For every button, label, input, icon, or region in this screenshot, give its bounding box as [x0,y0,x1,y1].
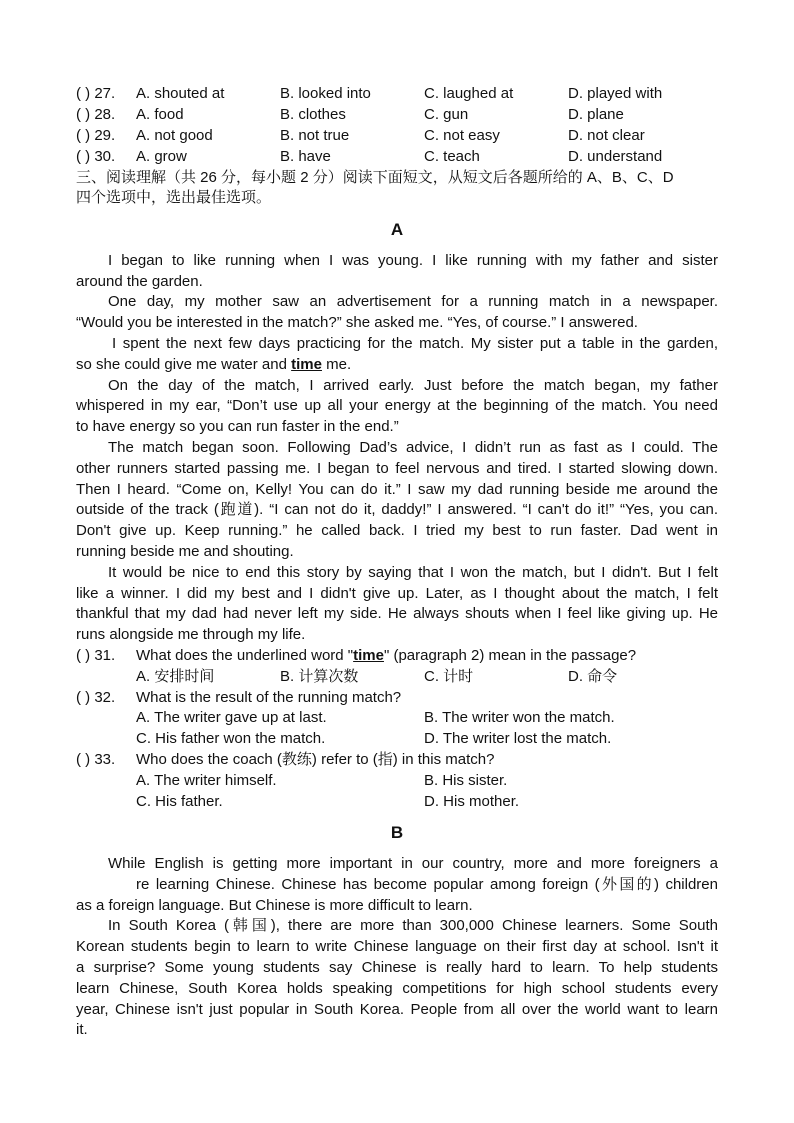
passage-line: On the day of the match, I arrived early. Just before the match began, my father [108,377,718,394]
passage-line: While English is getting more important in our country, more and more foreigners a [108,855,718,872]
passage-line: to have energy so you can run faster in the end.” [76,418,399,435]
option-d: D. His mother. [424,793,520,810]
option-a: A. grow [136,148,187,165]
question-stem: What is the result of the running match? [136,689,402,706]
question-number: ( ) 33. [76,751,116,768]
question-31-options [76,666,718,687]
stem-text: " (paragraph 2) mean in the passage? [383,647,637,664]
option-a: A. 安排时间 [136,668,215,685]
option-d: D. understand [568,148,663,165]
underlined-word-time: time [291,356,322,373]
option-c: C. His father won the match. [136,730,326,747]
question-number: ( ) 32. [76,689,116,706]
option-c: C. His father. [136,793,223,810]
question-number: ( ) 30. [76,148,116,165]
passage-line: The match began soon. Following Dad’s advice, I didn’t run as fast as I could. The [108,439,718,456]
passage-line-with-underline [76,354,718,375]
option-c: C. not easy [424,127,500,144]
passage-line: One day, my mother saw an advertisement for a running match in a newspaper. [108,293,718,310]
option-d: D. played with [568,85,663,102]
cloze-row-28 [76,104,718,125]
stem-text: What does the underlined word " [136,647,354,664]
option-c: C. gun [424,106,469,123]
question-number: ( ) 29. [76,127,116,144]
option-b: B. His sister. [424,772,508,789]
question-stem: Who does the coach (教练) refer to (指) in this match? [136,751,495,768]
question-stem [136,645,636,666]
passage-a-heading: A [390,220,404,239]
passage-line: as a foreign language. But Chinese is more difficult to learn. [76,897,473,914]
passage-line: Then I heard. “Come on, Kelly! You can do it.” I saw my dad running beside me around the [76,481,718,498]
question-31 [76,645,718,666]
option-a: A. The writer himself. [136,772,277,789]
question-32-options-row2 [76,728,718,749]
option-b: B. clothes [280,106,346,123]
option-d: D. not clear [568,127,645,144]
passage-line: runs alongside me through my life. [76,626,306,643]
question-number: ( ) 27. [76,85,116,102]
passage-text: so she could give me water and [76,356,287,373]
option-c: C. teach [424,148,480,165]
passage-line: I spent the next few days practicing for the match. My sister put a table in the garden, [112,335,718,352]
passage-line: It would be nice to end this story by saying that I won the match, but I didn't. But I felt [108,564,718,581]
option-a: A. The writer gave up at last. [136,709,327,726]
option-b: B. not true [280,127,350,144]
question-32-options-row1 [76,707,718,728]
passage-line: Korean students begin to learn to write Chinese language on their first day at school. Isn't it [76,938,718,955]
option-b: B. have [280,148,331,165]
option-d: D. The writer lost the match. [424,730,612,747]
cloze-row-27 [76,83,718,104]
passage-line: outside of the track (跑道). “I can not do it, daddy!” I answered. “I can't do it!” “Yes, you can. [76,501,718,518]
option-c: C. 计时 [424,668,474,685]
passage-line: “Would you be interested in the match?” she asked me. “Yes, of course.” I answered. [76,314,638,331]
passage-line: learn Chinese, South Korea holds speaking competitions for high school students every [76,980,718,997]
passage-line: Don't give up. Keep running.” he called back. I tried my best to run faster. Dad went in [76,522,718,539]
passage-line: year, Chinese isn't just popular in South Korea. People from all over the world want to learn [76,1001,718,1018]
passage-line: like a winner. I did my best and I didn't give up. Later, as I thought about the match, I felt [76,585,718,602]
cloze-row-30 [76,146,718,167]
option-d: D. 命令 [568,668,618,685]
passage-line: other runners started passing me. I began to feel nervous and tired. I started slowing down. [76,460,718,477]
passage-text: me. [321,356,352,373]
option-a: A. not good [136,127,213,144]
passage-line: whispered in my ear, “Don’t use up all your energy at the beginning of the match. You need [76,397,718,414]
passage-line: In South Korea (韩国), there are more than 300,000 Chinese learners. Some South [108,917,718,934]
question-33-options-row1 [76,770,718,791]
question-33 [76,749,718,770]
option-b: B. looked into [280,85,371,102]
option-a: A. food [136,106,184,123]
option-b: B. The writer won the match. [424,709,615,726]
section-instructions: 三、阅读理解（共 26 分，每小题 2 分）阅读下面短文，从短文后各题所给的 A、B、C、D [76,169,674,186]
underlined-word-time: time [353,647,384,664]
option-d: D. plane [568,106,624,123]
passage-line: around the garden. [76,273,203,290]
passage-b-heading: B [390,823,404,842]
option-c: C. laughed at [424,85,514,102]
option-a: A. shouted at [136,85,225,102]
question-32 [76,687,718,708]
passage-line: a surprise? Some young students say Chinese is really hard to learn. To help students [76,959,718,976]
cloze-row-29 [76,125,718,146]
passage-line: running beside me and shouting. [76,543,294,560]
passage-line: it. [76,1021,88,1038]
passage-line: thankful that my dad had never left my side. He always shouts when I feel like giving up. He [76,605,718,622]
question-33-options-row2 [76,791,718,812]
question-number: ( ) 31. [76,647,116,664]
passage-line: re learning Chinese. Chinese has become popular among foreign (外国的) children [136,876,718,893]
section-instructions-cont: 四个选项中，选出最佳选项。 [76,189,272,206]
option-b: B. 计算次数 [280,668,359,685]
passage-line: I began to like running when I was young. I like running with my father and sister [108,252,718,269]
question-number: ( ) 28. [76,106,116,123]
